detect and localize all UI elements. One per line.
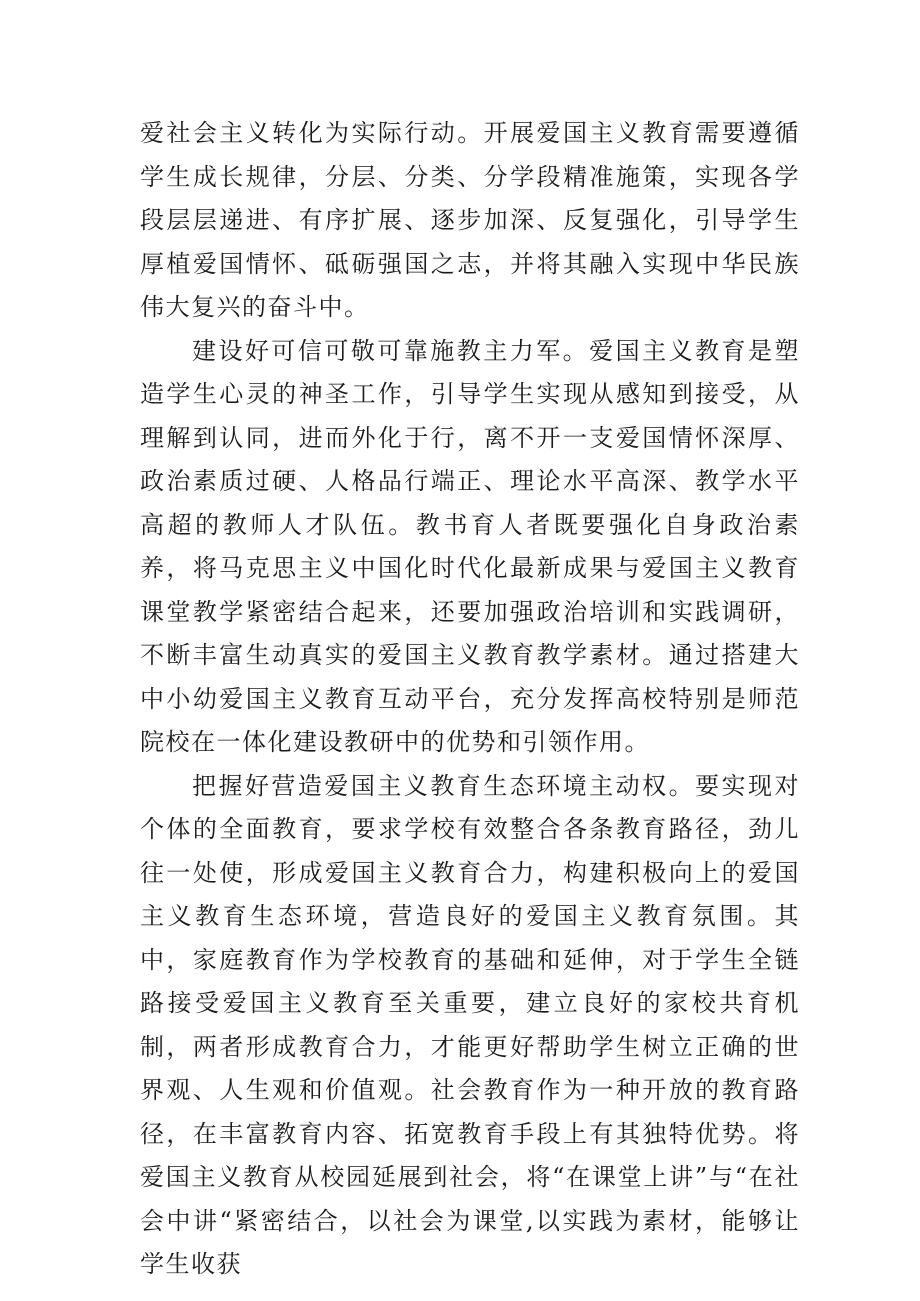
paragraph: 建设好可信可敬可靠施教主力军。爱国主义教育是塑造学生心灵的神圣工作，引导学生实现从感知到接受，从理解到认同，进而外化于行，离不开一支爱国情怀深厚、政治素质过硬、人格品行端正、理论水平高深、教学水平高超的教师人才队伍。教书育人者既要强化自身政治素养，将马克思主义中国化时代化最新成果与爱国主义教育课堂教学紧密结合起来，还要加强政治培训和实践调研，不断丰富生动真实的爱国主义教育教学素材。通过搭建大中小幼爱国主义教育互动平台，充分发挥高校特别是师范院校在一体化建设教研中的优势和引领作用。 [140,336,800,756]
body-text [140,112,800,1287]
paragraph: 爱社会主义转化为实际行动。开展爱国主义教育需要遵循学生成长规律，分层、分类、分学段精准施策，实现各学段层层递进、有序扩展、逐步加深、反复强化，引导学生厚植爱国情怀、砥砺强国之志，并将其融入实现中华民族伟大复兴的奋斗中。 [140,119,800,321]
paragraph: 把握好营造爱国主义教育生态环境主动权。要实现对个体的全面教育，要求学校有效整合各条教育路径，劲儿往一处使，形成爱国主义教育合力，构建积极向上的爱国主义教育生态环境，营造良好的爱国主义教育氛围。其中，家庭教育作为学校教育的基础和延伸，对于学生全链路接受爱国主义教育至关重要，建立良好的家校共育机制，两者形成教育合力，才能更好帮助学生树立正确的世界观、人生观和价值观。社会教育作为一种开放的教育路径，在丰富教育内容、拓宽教育手段上有其独特优势。将爱国主义教育从校园延展到社会，将“在课堂上讲”与“在社会中讲“紧密结合，以社会为课堂,以实践为素材，能够让学生收获 [140,771,800,1278]
